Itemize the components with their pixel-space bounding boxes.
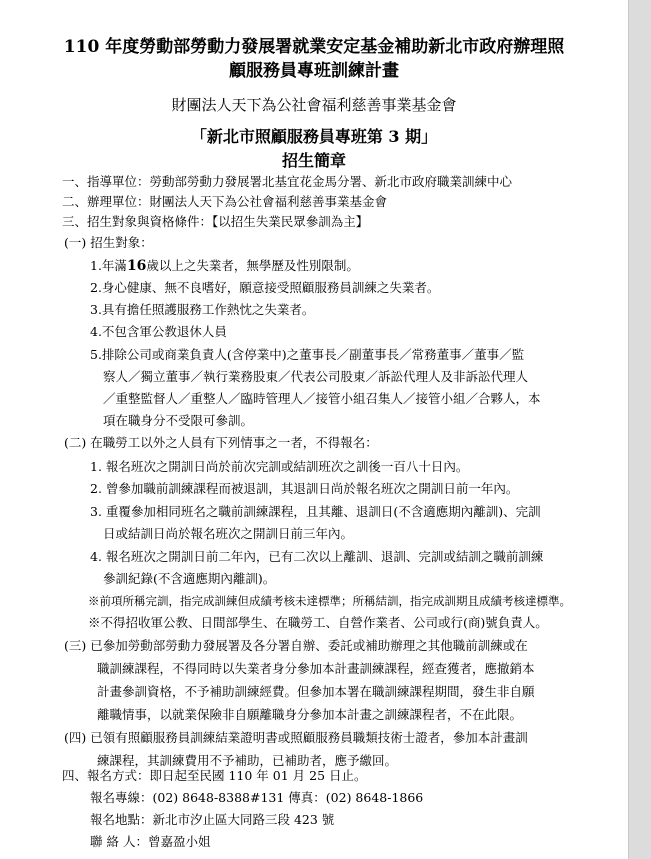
subsection-d-line: (四) 已領有照顧服務員訓練結業證明書或照顧服務員職類技術士證者，參加本計畫訓 [64, 730, 528, 745]
section-1-supervisor: 一、指導單位：勞動部勞動力發展署北基宜花金馬分署、新北市政府職業訓練中心 [62, 174, 513, 189]
subsection-d-line: 練課程，其訓練費用不予補助，已補助者，應予繳回。 [97, 753, 398, 768]
note-excluded-applicants: ※不得招收軍公教、日間部學生、在職勞工、自營作業者、公司或行(商)號負責人。 [88, 615, 548, 630]
course-title: 「新北市照顧服務員專班第 3 期」 [190, 127, 438, 146]
organizer-name: 財團法人天下為公社會福利慈善事業基金會 [171, 96, 457, 114]
list-item-a4: 4.不包含軍公教退休人員 [90, 324, 227, 339]
list-item-b4-line: 參訓紀錄(不含適應期內離訓)。 [103, 571, 276, 586]
subsection-a-heading: (一) 招生對象： [64, 235, 153, 250]
list-item-a2: 2.身心健康、無不良嗜好，願意接受照顧服務員訓練之失業者。 [90, 280, 440, 295]
section-3-eligibility: 三、招生對象與資格條件：【以招生失業民眾參訓為主】 [62, 214, 369, 229]
viewer-page-edge [628, 0, 651, 859]
brochure-heading: 招生簡章 [281, 151, 346, 170]
subsection-c-line: 離職情事，以就業保險非自願離職身分參加本計畫之訓練課程者，不在此限。 [97, 707, 523, 722]
list-item-a5-line: 5.排除公司或商業負責人(含停業中)之董事長／副董事長／常務董事／董事／監 [90, 347, 525, 362]
list-item-b3-line: 3. 重覆參加相同班名之職前訓練課程，且其離、退訓日(不含適應期內離訓)、完訓 [90, 504, 541, 519]
list-item-b4-line: 4. 報名班次之開訓日前二年內，已有二次以上離訓、退訓、完訓或結訓之職前訓練 [90, 549, 544, 564]
registration-phone: 報名專線：(02) 8648-8388#131 傳真：(02) 8648-1866 [90, 790, 424, 805]
list-item-b3-line: 日或結訓日尚於報名班次之開訓日前三年內。 [103, 526, 354, 541]
subsection-c-line: 職訓練課程，不得同時以失業者身分參加本計畫訓練課程，經查獲者，應撤銷本 [97, 661, 535, 676]
registration-contact: 聯 絡 人：曾嘉盈小姐 [90, 834, 211, 849]
list-item-a5-line: 察人／獨立董事／執行業務股東／代表公司股東／訴訟代理人及非訴訟代理人 [103, 369, 529, 384]
note-completion-definition: ※前項所稱完訓，指完成訓練但成績考核未達標準；所稱結訓，指完成訓期且成績考核達標準。 [88, 594, 571, 608]
list-item-a5-line: ／重整監督人／重整人／臨時管理人／接管小組召集人／接管小組／合夥人，本 [103, 391, 541, 406]
list-item-b1: 1. 報名班次之開訓日尚於前次完訓或結訓班次之訓後一百八十日內。 [90, 459, 469, 474]
list-item-a5-line: 項在職身分不受限可參訓。 [103, 413, 254, 428]
list-item-b2: 2. 曾參加職前訓練課程而被退訓，其退訓日尚於報名班次之開訓日前一年內。 [90, 481, 519, 496]
title-line-2: 顧服務員專班訓練計畫 [229, 61, 399, 81]
registration-address: 報名地點：新北市汐止區大同路三段 423 號 [90, 812, 335, 827]
list-item-a3: 3.具有擔任照護服務工作熱忱之失業者。 [90, 302, 315, 317]
section-2-host: 二、辦理單位：財團法人天下為公社會福利慈善事業基金會 [62, 194, 388, 209]
section-4-registration: 四、報名方式：即日起至民國 110 年 01 月 25 日止。 [62, 768, 367, 783]
list-item-a1: 1.年滿16歲以上之失業者，無學歷及性別限制。 [90, 258, 359, 274]
subsection-b-heading: (二) 在職勞工以外之人員有下列情事之一者，不得報名： [64, 435, 378, 450]
subsection-c-line: (三) 已參加勞動部勞動力發展署及各分署自辦、委託或補助辦理之其他職前訓練或在 [64, 638, 528, 653]
title-line-1: 110 年度勞動部勞動力發展署就業安定基金補助新北市政府辦理照 [63, 37, 565, 57]
subsection-c-line: 計畫參訓資格，不予補助訓練經費。但參加本署在職訓練課程期間，發生非自願 [97, 684, 535, 699]
